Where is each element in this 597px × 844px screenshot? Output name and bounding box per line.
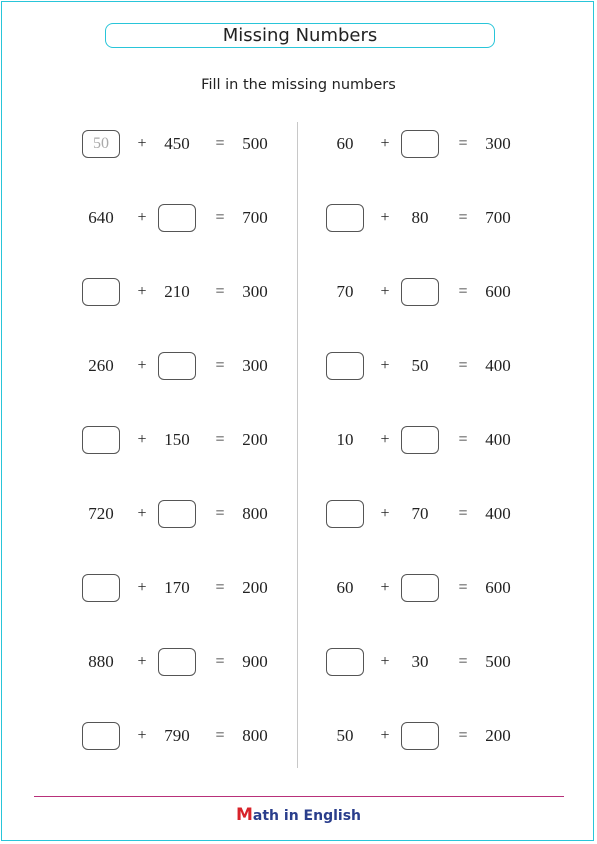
problem-row bbox=[0, 203, 597, 233]
page-title-text: Missing Numbers bbox=[222, 25, 378, 46]
equals-sign: = bbox=[458, 357, 468, 374]
problem-row bbox=[0, 425, 597, 455]
sum-value: 400 bbox=[485, 430, 511, 449]
problem-row bbox=[0, 499, 597, 529]
plus-sign: + bbox=[380, 135, 390, 152]
plus-sign: + bbox=[137, 283, 147, 300]
addend-b: 450 bbox=[164, 134, 190, 153]
footer-line bbox=[34, 796, 564, 797]
problem-row bbox=[0, 573, 597, 603]
sum-value: 500 bbox=[485, 652, 511, 671]
equals-sign: = bbox=[215, 727, 225, 744]
plus-sign: + bbox=[137, 431, 147, 448]
sum-value: 300 bbox=[485, 134, 511, 153]
addend-b: 30 bbox=[411, 652, 429, 671]
sum-value: 200 bbox=[485, 726, 511, 745]
sum-value: 700 bbox=[242, 208, 268, 227]
sum-value: 300 bbox=[242, 282, 268, 301]
plus-sign: + bbox=[380, 505, 390, 522]
logo-text: ath in English bbox=[252, 808, 361, 824]
answer-box[interactable] bbox=[401, 722, 439, 750]
addend-b: 210 bbox=[164, 282, 190, 301]
addend-b: 790 bbox=[164, 726, 190, 745]
addend-b: 150 bbox=[164, 430, 190, 449]
equals-sign: = bbox=[458, 653, 468, 670]
instructions: Fill in the missing numbers bbox=[201, 77, 396, 93]
equals-sign: = bbox=[458, 431, 468, 448]
addend-a: 70 bbox=[336, 282, 354, 301]
equals-sign: = bbox=[458, 579, 468, 596]
sum-value: 600 bbox=[485, 282, 511, 301]
sum-value: 300 bbox=[242, 356, 268, 375]
equals-sign: = bbox=[458, 505, 468, 522]
answer-box[interactable] bbox=[326, 204, 364, 232]
addend-a: 260 bbox=[88, 356, 114, 375]
equals-sign: = bbox=[458, 727, 468, 744]
plus-sign: + bbox=[380, 209, 390, 226]
addend-b: 80 bbox=[411, 208, 429, 227]
sum-value: 600 bbox=[485, 578, 511, 597]
addend-a: 720 bbox=[88, 504, 114, 523]
plus-sign: + bbox=[137, 727, 147, 744]
sum-value: 500 bbox=[242, 134, 268, 153]
equals-sign: = bbox=[215, 431, 225, 448]
equals-sign: = bbox=[458, 135, 468, 152]
sum-value: 700 bbox=[485, 208, 511, 227]
page-title bbox=[105, 23, 495, 48]
plus-sign: + bbox=[137, 505, 147, 522]
equals-sign: = bbox=[215, 135, 225, 152]
equals-sign: = bbox=[215, 209, 225, 226]
addend-b: 170 bbox=[164, 578, 190, 597]
equals-sign: = bbox=[215, 505, 225, 522]
addend-a: 60 bbox=[336, 134, 354, 153]
plus-sign: + bbox=[380, 431, 390, 448]
sum-value: 400 bbox=[485, 356, 511, 375]
sum-value: 400 bbox=[485, 504, 511, 523]
sum-value: 200 bbox=[242, 578, 268, 597]
site-logo bbox=[0, 805, 597, 825]
sum-value: 800 bbox=[242, 726, 268, 745]
logo-letter-m: M bbox=[236, 805, 253, 825]
addend-b: 50 bbox=[411, 356, 429, 375]
answer-box[interactable] bbox=[401, 426, 439, 454]
plus-sign: + bbox=[380, 357, 390, 374]
sum-value: 800 bbox=[242, 504, 268, 523]
plus-sign: + bbox=[137, 653, 147, 670]
sum-value: 900 bbox=[242, 652, 268, 671]
problem-row bbox=[0, 277, 597, 307]
equals-sign: = bbox=[458, 283, 468, 300]
answer-box[interactable] bbox=[401, 130, 439, 158]
equals-sign: = bbox=[215, 357, 225, 374]
addend-a: 880 bbox=[88, 652, 114, 671]
equals-sign: = bbox=[458, 209, 468, 226]
example-answer: 50 bbox=[82, 130, 120, 158]
equals-sign: = bbox=[215, 579, 225, 596]
addend-a: 10 bbox=[336, 430, 354, 449]
equals-sign: = bbox=[215, 283, 225, 300]
problem-row bbox=[0, 351, 597, 381]
equals-sign: = bbox=[215, 653, 225, 670]
plus-sign: + bbox=[137, 209, 147, 226]
addend-b: 70 bbox=[411, 504, 429, 523]
problem-row bbox=[0, 647, 597, 677]
problem-row bbox=[0, 721, 597, 751]
addend-a: 60 bbox=[336, 578, 354, 597]
answer-box[interactable] bbox=[326, 352, 364, 380]
plus-sign: + bbox=[137, 579, 147, 596]
plus-sign: + bbox=[137, 135, 147, 152]
plus-sign: + bbox=[380, 283, 390, 300]
answer-box[interactable] bbox=[401, 574, 439, 602]
addend-a: 50 bbox=[336, 726, 354, 745]
answer-box[interactable] bbox=[401, 278, 439, 306]
plus-sign: + bbox=[380, 653, 390, 670]
answer-box[interactable] bbox=[326, 500, 364, 528]
sum-value: 200 bbox=[242, 430, 268, 449]
problem-row bbox=[0, 129, 597, 159]
addend-a: 640 bbox=[88, 208, 114, 227]
plus-sign: + bbox=[380, 727, 390, 744]
plus-sign: + bbox=[137, 357, 147, 374]
answer-box[interactable] bbox=[326, 648, 364, 676]
plus-sign: + bbox=[380, 579, 390, 596]
